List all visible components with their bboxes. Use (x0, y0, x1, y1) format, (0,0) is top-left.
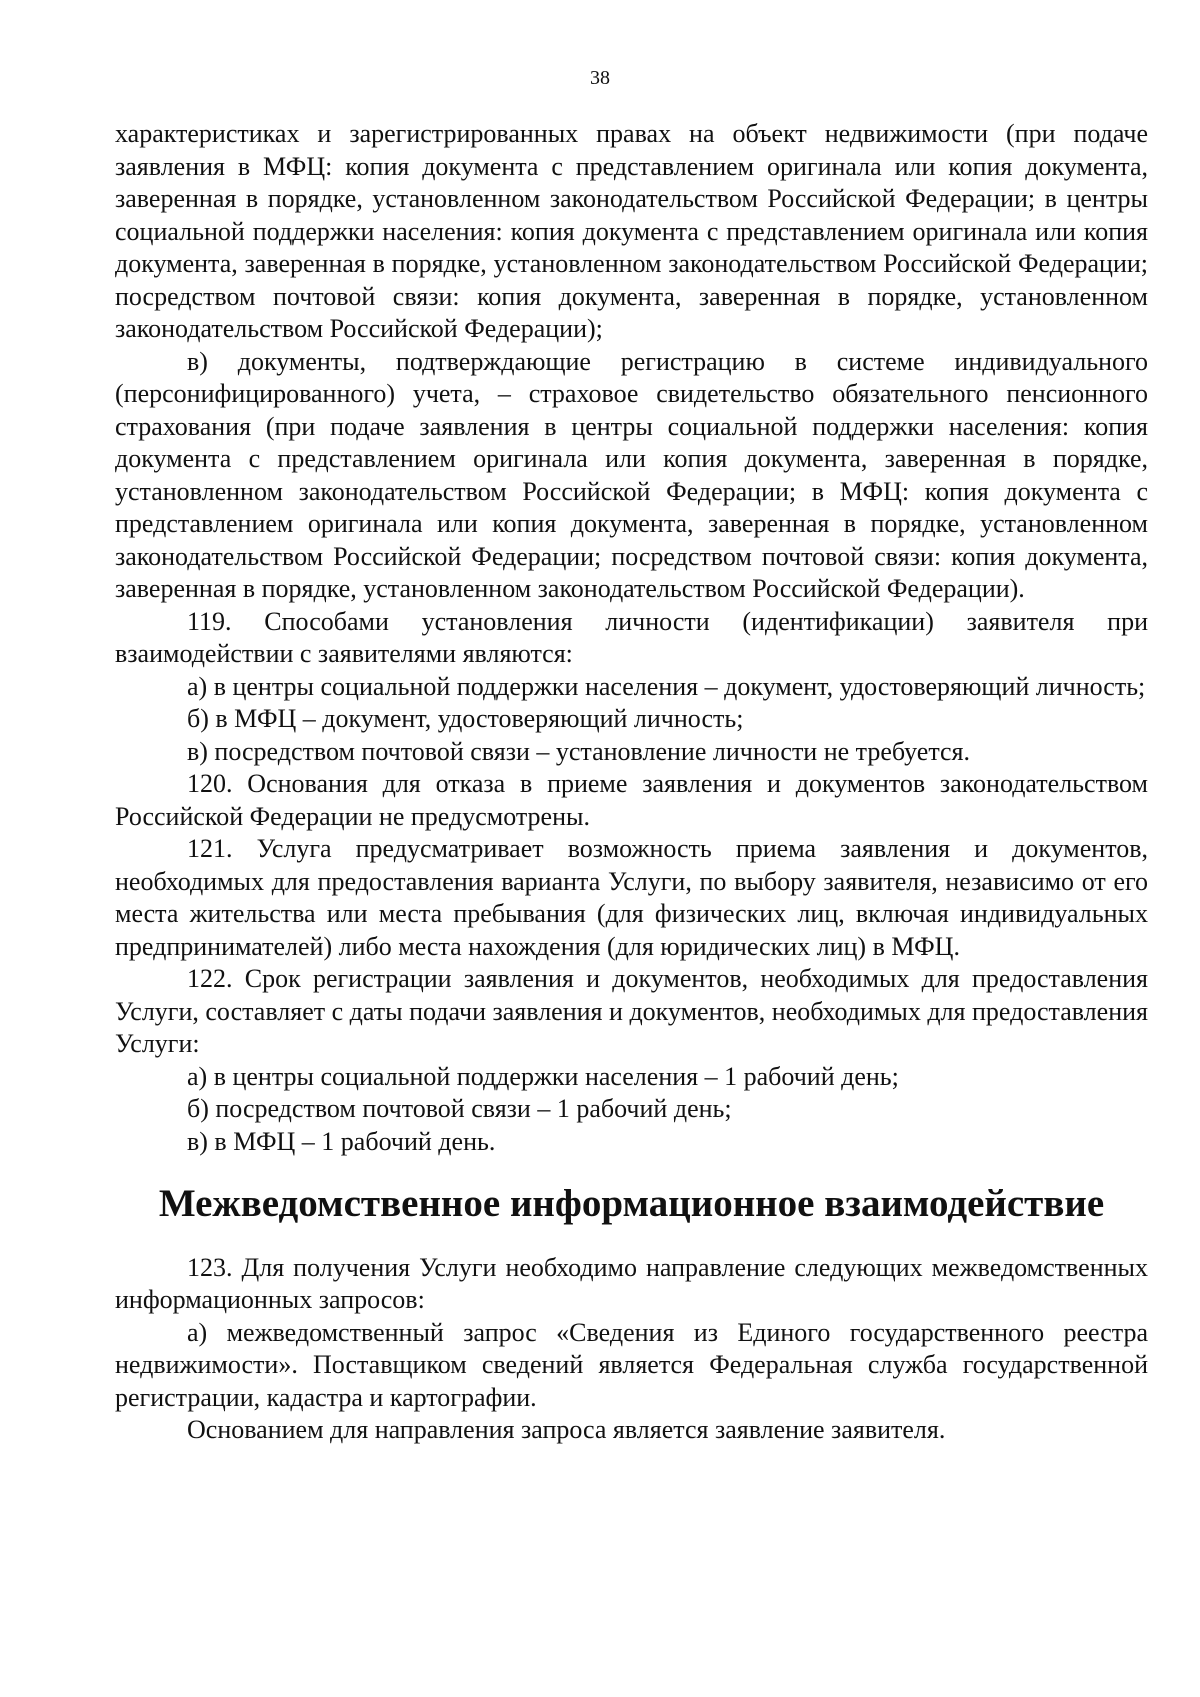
paragraph-119-v: в) посредством почтовой связи – установление личности не требуется. (187, 736, 971, 766)
paragraph-122: 122. Срок регистрации заявления и документов, необходимых для предоставления Услуги, составляет с даты подачи заявления и документов, необходимых для предоставления Услуги: (115, 964, 1148, 1058)
paragraph-item-v-documents: в) документы, подтверждающие регистрацию в системе индивидуального (персонифицированного) учета, – страховое свидетельство обязательного пенсионного страхования (при подаче заявления в центры социальной поддержки населения: копия документа с представлением оригинала или копия документа, заверенная в порядке, установленном законодательством Российской Федерации; в МФЦ: копия документа с представлением оригинала или копия документа, заверенная в порядке, установленном законодательством Российской Федерации; посредством почтовой связи: копия документа, заверенная в порядке, установленном законодательством Российской Федерации). (115, 346, 1148, 603)
paragraph-121: 121. Услуга предусматривает возможность приема заявления и документов, необходимых для предоставления варианта Услуги, по выбору заявителя, независимо от его места жительства или места пребывания (для физических лиц, включая индивидуальных предпринимателей) либо места нахождения (для юридических лиц) в МФЦ. (115, 834, 1148, 961)
paragraph-120: 120. Основания для отказа в приеме заявления и документов законодательством Российской Федерации не предусмотрены. (115, 769, 1148, 831)
paragraph-119: 119. Способами установления личности (идентификации) заявителя при взаимодействии с заявителями являются: (115, 606, 1148, 668)
paragraph-122-a: а) в центры социальной поддержки населения – 1 рабочий день; (187, 1061, 899, 1091)
paragraph-119-b: б) в МФЦ – документ, удостоверяющий личность; (187, 704, 744, 733)
page-number: 38 (590, 67, 610, 89)
paragraph-continuation: характеристиках и зарегистрированных правах на объект недвижимости (при подаче заявления в МФЦ: копия документа с представлением оригинала или копия документа, заверенная в порядке, установленном законодательством Российской Федерации; в центры социальной поддержки населения: копия документа с представлением оригинала или копия документа, заверенная в порядке, установленном законодательством Российской Федерации; посредством почтовой связи: копия документа, заверенная в порядке, установленном законодательством Российской Федерации); (115, 119, 1148, 343)
paragraph-122-v: в) в МФЦ – 1 рабочий день. (187, 1126, 496, 1156)
paragraph-123: 123. Для получения Услуги необходимо направление следующих межведомственных информационных запросов: (115, 1252, 1148, 1314)
section-heading: Межведомственное информационное взаимодействие (158, 1182, 1105, 1225)
paragraph-basis: Основанием для направления запроса является заявление заявителя. (187, 1415, 946, 1444)
paragraph-122-b: б) посредством почтовой связи – 1 рабочий день; (187, 1094, 732, 1123)
paragraph-119-a: а) в центры социальной поддержки населения – документ, удостоверяющий личность; (187, 671, 1146, 701)
paragraph-123-a: а) межведомственный запрос «Сведения из Единого государственного реестра недвижимости». Поставщиком сведений является Федеральная служба государственной регистрации, кадастра и картографии. (115, 1317, 1148, 1412)
document-body (115, 118, 1148, 1447)
